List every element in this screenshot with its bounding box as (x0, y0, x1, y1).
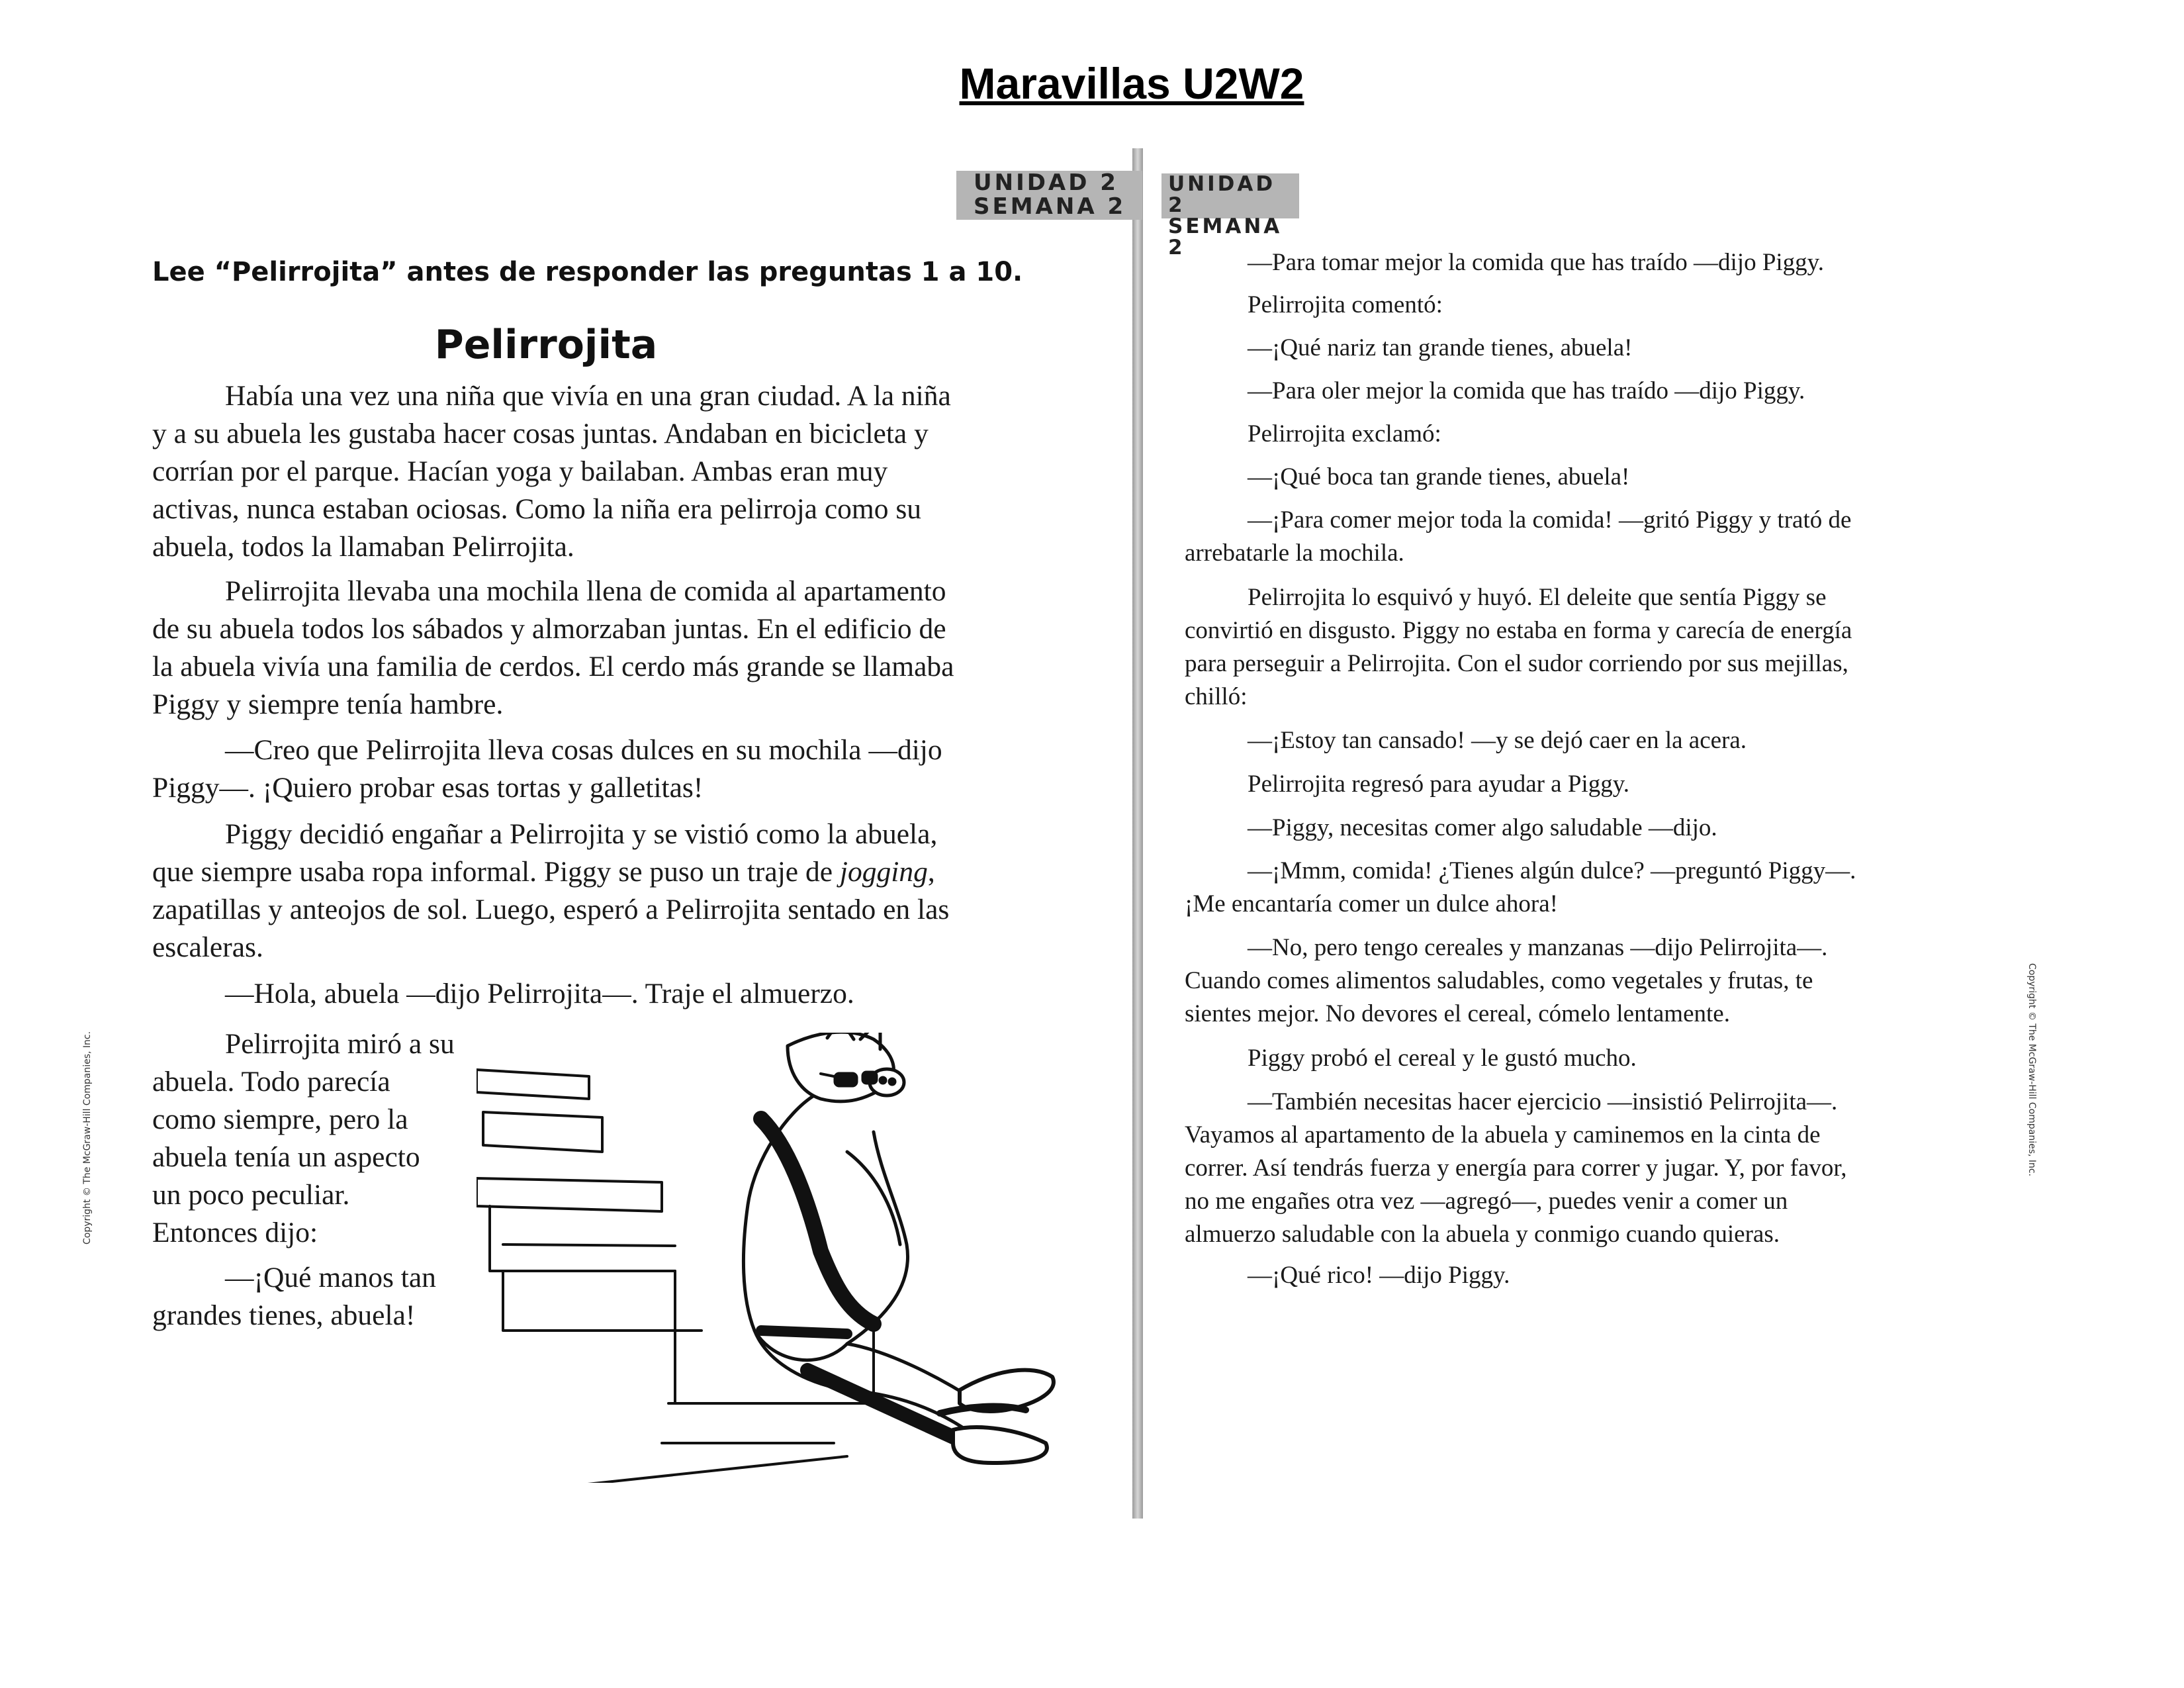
line: Pelirrojita miró a su (225, 1028, 455, 1060)
paragraph: —Para oler mejor la comida que has traído —dijo Piggy. (1248, 377, 1805, 404)
paragraph-1: Había una vez una niña que vivía en una gran ciudad. A la niña y a su abuela les gustaba hacer cosas juntas. Andaban en bicicleta y corrían por el parque. Hacían yoga y bailaban. Ambas eran muy activas, nunca estaban ociosas. Como la niña era pelirroja como su abuela, todos la llamaban Pelirrojita. (152, 380, 951, 563)
line: como siempre, pero la (152, 1103, 408, 1135)
pig-illustration-icon (477, 1033, 1099, 1483)
line: abuela. Todo parecía (152, 1066, 390, 1098)
unit-tab-left (956, 171, 1142, 220)
paragraph-3: —Creo que Pelirrojita lleva cosas dulces en su mochila —dijo Piggy—. ¡Quiero probar esas tortas y galletitas! (152, 734, 942, 804)
paragraph: —También necesitas hacer ejercicio —insistió Pelirrojita—. Vayamos al apartamento de la abuela y caminemos en la cinta de correr. Así tendrás fuerza y energía para correr y jugar. Y, por favor, no me engañes otra vez —agregó—, puedes venir a comer un almuerzo saludable con la abuela y conmigo cuando quieras. (1185, 1088, 1847, 1248)
paragraph: Pelirrojita exclamó: (1248, 420, 1441, 447)
paragraph-7 (152, 1259, 523, 1335)
document-title: Maravillas U2W2 (959, 59, 1304, 108)
line: grandes tienes, abuela! (152, 1299, 416, 1331)
paragraph-4-start: Piggy decidió engañar a Pelirrojita y se vistió como la abuela, que siempre usaba ropa informal. Piggy se puso un traje de (152, 818, 938, 888)
paragraph: —¡Qué nariz tan grande tienes, abuela! (1248, 334, 1633, 361)
paragraph-4 (152, 816, 966, 966)
paragraph: Pelirrojita comentó: (1248, 291, 1443, 318)
story-title: Pelirrojita (434, 322, 658, 368)
paragraph: —Para tomar mejor la comida que has traído —dijo Piggy. (1248, 249, 1825, 276)
book-spine (1132, 148, 1143, 1519)
copyright-notice-right: Copyright © The McGraw-Hill Companies, Inc. (2026, 963, 2037, 1177)
paragraph: —¡Para comer mejor toda la comida! —gritó Piggy y trató de arrebatarle la mochila. (1185, 506, 1852, 567)
paragraph: Pelirrojita lo esquivó y huyó. El deleite que sentía Piggy se convirtió en disgusto. Piggy no estaba en forma y carecía de energía para perseguir a Pelirrojita. Con el sudor corriendo por sus mejillas, chilló: (1185, 584, 1852, 710)
unit-label: UNIDAD 2 (974, 169, 1118, 196)
paragraph: —¡Mmm, comida! ¿Tienes algún dulce? —preguntó Piggy—. ¡Me encantaría comer un dulce ahora! (1185, 857, 1856, 917)
unit-tab-right (1161, 172, 1299, 259)
line: —¡Qué manos tan (225, 1262, 436, 1293)
line: un poco peculiar. (152, 1179, 350, 1211)
paragraph: —¡Qué boca tan grande tienes, abuela! (1248, 463, 1630, 491)
paragraph: —Piggy, necesitas comer algo saludable —dijo. (1248, 814, 1717, 841)
paragraph-4-italic: jogging (839, 856, 928, 888)
line: Entonces dijo: (152, 1217, 318, 1248)
unit-label: UNIDAD 2 (1168, 172, 1276, 217)
line: abuela tenía un aspecto (152, 1141, 420, 1173)
paragraph: Pelirrojita regresó para ayudar a Piggy. (1248, 771, 1630, 798)
paragraph-4-end: , zapatillas y anteojos de sol. Luego, esperó a Pelirrojita sentado en las escaleras. (152, 856, 950, 963)
paragraph: —¡Estoy tan cansado! —y se dejó caer en la acera. (1248, 727, 1747, 754)
reading-instruction: Lee “Pelirrojita” antes de responder las preguntas 1 a 10. (152, 257, 1023, 287)
paragraph-6 (152, 1025, 523, 1252)
paragraph: —¡Qué rico! —dijo Piggy. (1248, 1262, 1510, 1289)
copyright-notice-left: Copyright © The McGraw-Hill Companies, Inc. (82, 1031, 93, 1244)
paragraph: —No, pero tengo cereales y manzanas —dijo Pelirrojita—. Cuando comes alimentos saludables, como vegetales y frutas, te sientes mejor. No devores el cereal, cómelo lentamente. (1185, 934, 1828, 1027)
paragraph-5: —Hola, abuela —dijo Pelirrojita—. Traje el almuerzo. (225, 978, 854, 1009)
paragraph: Piggy probó el cereal y le gustó mucho. (1248, 1045, 1637, 1072)
week-label: SEMANA 2 (974, 193, 1126, 220)
paragraph-2: Pelirrojita llevaba una mochila llena de comida al apartamento de su abuela todos los sábados y almorzaban juntas. En el edificio de la abuela vivía una familia de cerdos. El cerdo más grande se llamaba Piggy y siempre tenía hambre. (152, 575, 954, 720)
week-label: SEMANA 2 (1168, 214, 1283, 259)
